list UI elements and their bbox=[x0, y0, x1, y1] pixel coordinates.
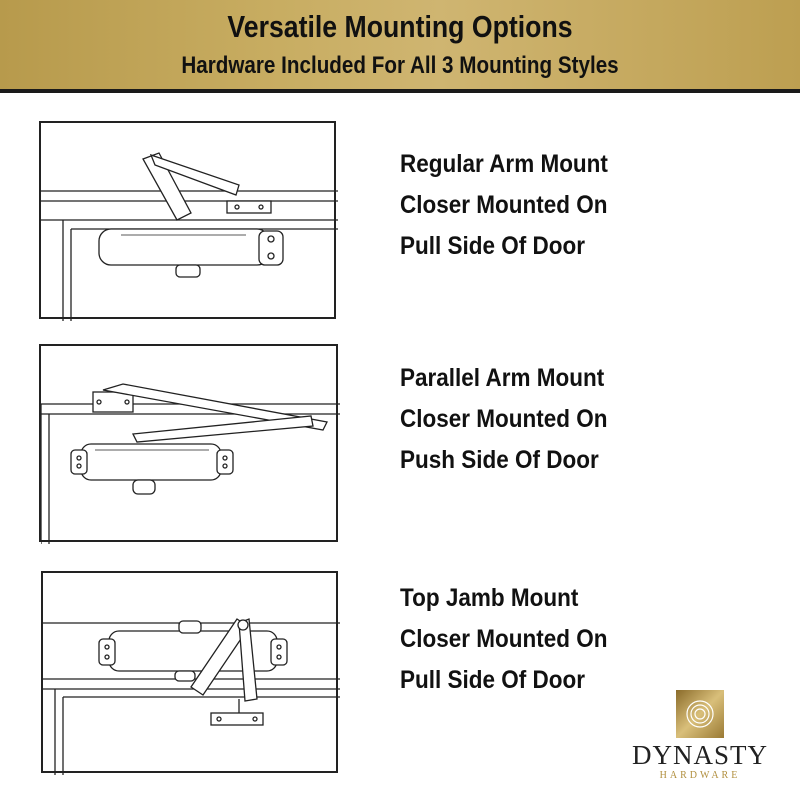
caption-line: Closer Mounted On bbox=[400, 191, 608, 219]
top-jamb-mount-illustration bbox=[41, 571, 338, 773]
caption-line: Closer Mounted On bbox=[400, 625, 608, 653]
logo-subname: HARDWARE bbox=[659, 770, 741, 781]
page-subtitle: Hardware Included For All 3 Mounting Styles bbox=[181, 52, 619, 79]
caption-line: Push Side Of Door bbox=[400, 446, 599, 474]
caption-line: Pull Side Of Door bbox=[400, 666, 586, 694]
logo-name: DYNASTY bbox=[631, 740, 768, 770]
dynasty-hardware-logo bbox=[612, 690, 772, 790]
regular-arm-mount-illustration bbox=[39, 121, 336, 319]
regular-arm-mount-caption bbox=[400, 144, 720, 267]
caption-line: Pull Side Of Door bbox=[400, 232, 586, 260]
page-title: Versatile Mounting Options bbox=[227, 9, 573, 44]
top-jamb-mount-caption bbox=[400, 578, 720, 701]
parallel-arm-mount-caption bbox=[400, 358, 720, 481]
caption-line: Regular Arm Mount bbox=[400, 150, 608, 178]
caption-line: Closer Mounted On bbox=[400, 405, 608, 433]
caption-line: Parallel Arm Mount bbox=[400, 364, 605, 392]
caption-line: Top Jamb Mount bbox=[400, 584, 579, 612]
dynasty-emblem-icon bbox=[676, 690, 724, 738]
parallel-arm-mount-illustration bbox=[39, 344, 338, 542]
header-divider bbox=[0, 89, 800, 93]
